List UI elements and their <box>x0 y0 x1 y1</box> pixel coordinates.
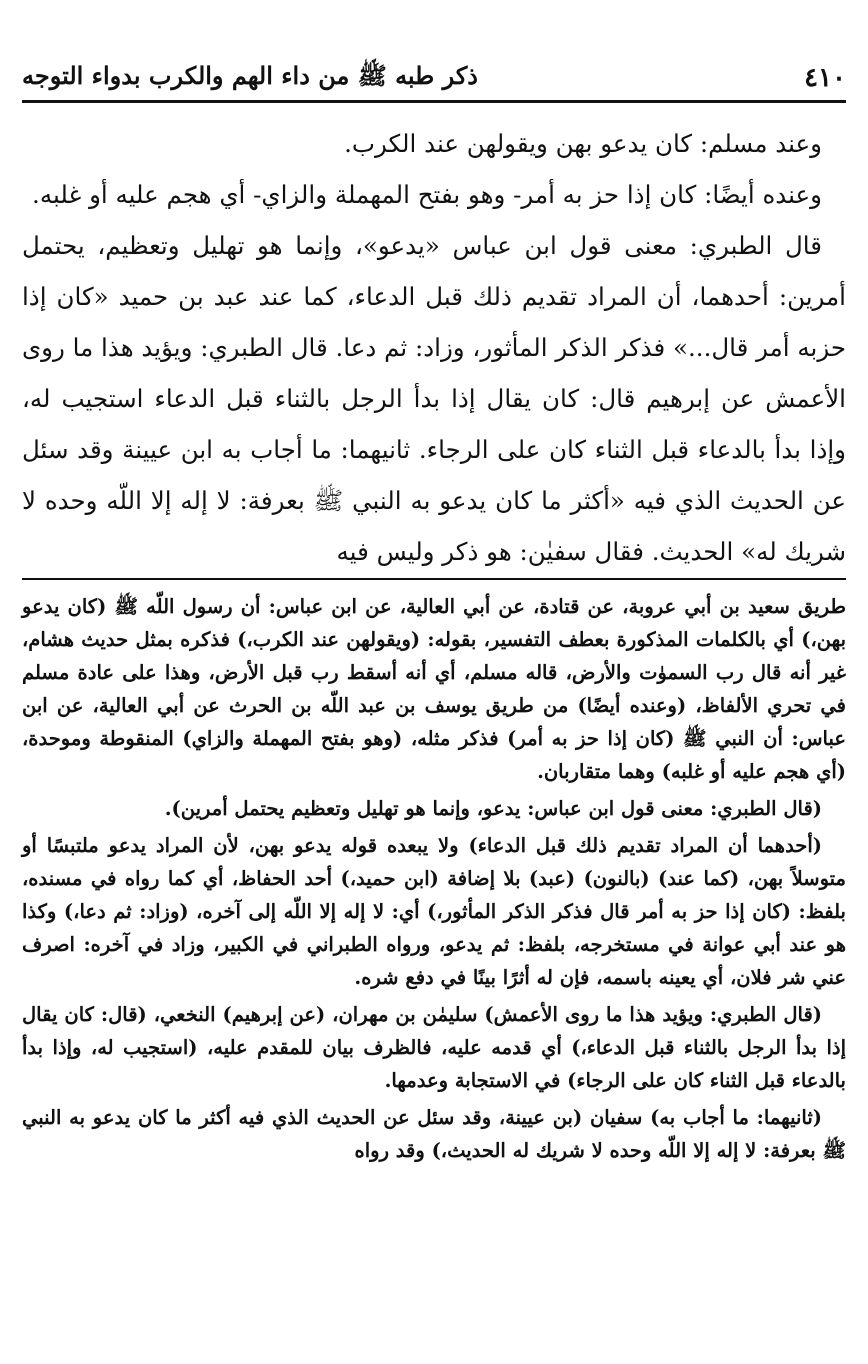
commentary-paragraph: (ثانيهما: ما أجاب به) سفيان (بن عيينة، وقد سئل عن الحديث الذي فيه أكثر ما كان يدعو به النبي ﷺ بعرفة: لا إله إلا اللّه وحده لا شريك له الحديث،) وقد رواه <box>22 1106 846 1162</box>
footnote-divider <box>22 578 846 580</box>
main-paragraph: وعنده أيضًا: كان إذا حز به أمر- وهو بفتح المهملة والزاي- أي هجم عليه أو غلبه. <box>32 180 822 209</box>
main-paragraph: قال الطبري: معنى قول ابن عباس «يدعو»، وإنما هو تهليل وتعظيم، يحتمل أمرين: أحدهما، أن المراد تقديم ذلك قبل الدعاء، كما عند عبد بن حميد «كان إذا حزبه أمر قال...» فذكر الذكر المأثور، وزاد: ثم دعا. قال الطبري: ويؤيد هذا ما روى الأعمش عن إبرهيم قال: كان يقال إذا بدأ الرجل بالثناء قبل الدعاء استجيب له، وإذا بدأ بالدعاء قبل الثناء كان على الرجاء. ثانيهما: ما أجاب به ابن عيينة وقد سئل عن الحديث الذي فيه «أكثر ما كان يدعو به النبي ﷺ بعرفة: لا إله إلا اللّه وحده لا شريك له» الحديث. فقال سفيٰن: هو ذكر وليس فيه <box>22 231 846 566</box>
book-page <box>22 0 846 1364</box>
commentary-paragraph: (قال الطبري: معنى قول ابن عباس: يدعو، وإنما هو تهليل وتعظيم يحتمل أمرين). <box>164 797 822 820</box>
commentary <box>22 590 846 1356</box>
main-text <box>22 118 846 574</box>
main-paragraph: وعند مسلم: كان يدعو بهن ويقولهن عند الكرب. <box>344 129 822 158</box>
commentary-paragraph: طريق سعيد بن أبي عروبة، عن قتادة، عن أبي العالية، عن ابن عباس: أن رسول اللّه ﷺ (كان يدعو بهن،) أي بالكلمات المذكورة بعطف التفسير، بقوله: (ويقولهن عند الكرب،) فذكره بمثل حديث هشام، غير أنه قال رب السموٰت والأرض، قاله مسلم، أي أنه أسقط رب قبل الأرض، وهذا على عادة مسلم في تحري الألفاظ، (وعنده أيضًا) من طريق يوسف بن عبد اللّه بن الحرث عن أبي العالية، عن ابن عباس: أن النبي ﷺ (كان إذا حز به أمر) فذكر مثله، (وهو بفتح المهملة والزاي) المنقوطة وموحدة، (أي هجم عليه أو غلبه) وهما متقاربان. <box>22 595 846 783</box>
page-number: ٤١٠ <box>804 63 846 93</box>
commentary-paragraph: (أحدهما أن المراد تقديم ذلك قبل الدعاء) ولا يبعده قوله يدعو بهن، لأن المراد يدعو ملتبسًا أو متوسلاً بهن، (كما عند) (بالنون) (عبد) بلا إضافة (ابن حميد،) أحد الحفاظ، أي كما رواه في مسنده، بلفظ: (كان إذا حز به أمر قال فذكر الذكر المأثور،) أي: لا إله إلا اللّه إلى آخره، (وزاد: ثم دعا،) وكذا هو عند أبي عوانة في مستخرجه، بلفظ: ثم يدعو، ورواه الطبراني في الكبير، وزاد في آخره: اصرف عني شر فلان، أي يعينه باسمه، فإن له أثرًا بينًا في دفع شره. <box>22 834 846 989</box>
running-title: ذكر طبه ﷺ من داء الهم والكرب بدواء التوجه <box>22 60 478 90</box>
page-header <box>22 56 846 103</box>
commentary-paragraph: (قال الطبري: ويؤيد هذا ما روى الأعمش) سليمٰن بن مهران، (عن إبرهيم) النخعي، (قال: كان يقال إذا بدأ الرجل بالثناء قبل الدعاء،) أي قدمه عليه، فالظرف بيان للمقدم عليه، (استجيب له، وإذا بدأ بالدعاء قبل الثناء كان على الرجاء) في الاستجابة وعدمها. <box>22 1003 846 1092</box>
